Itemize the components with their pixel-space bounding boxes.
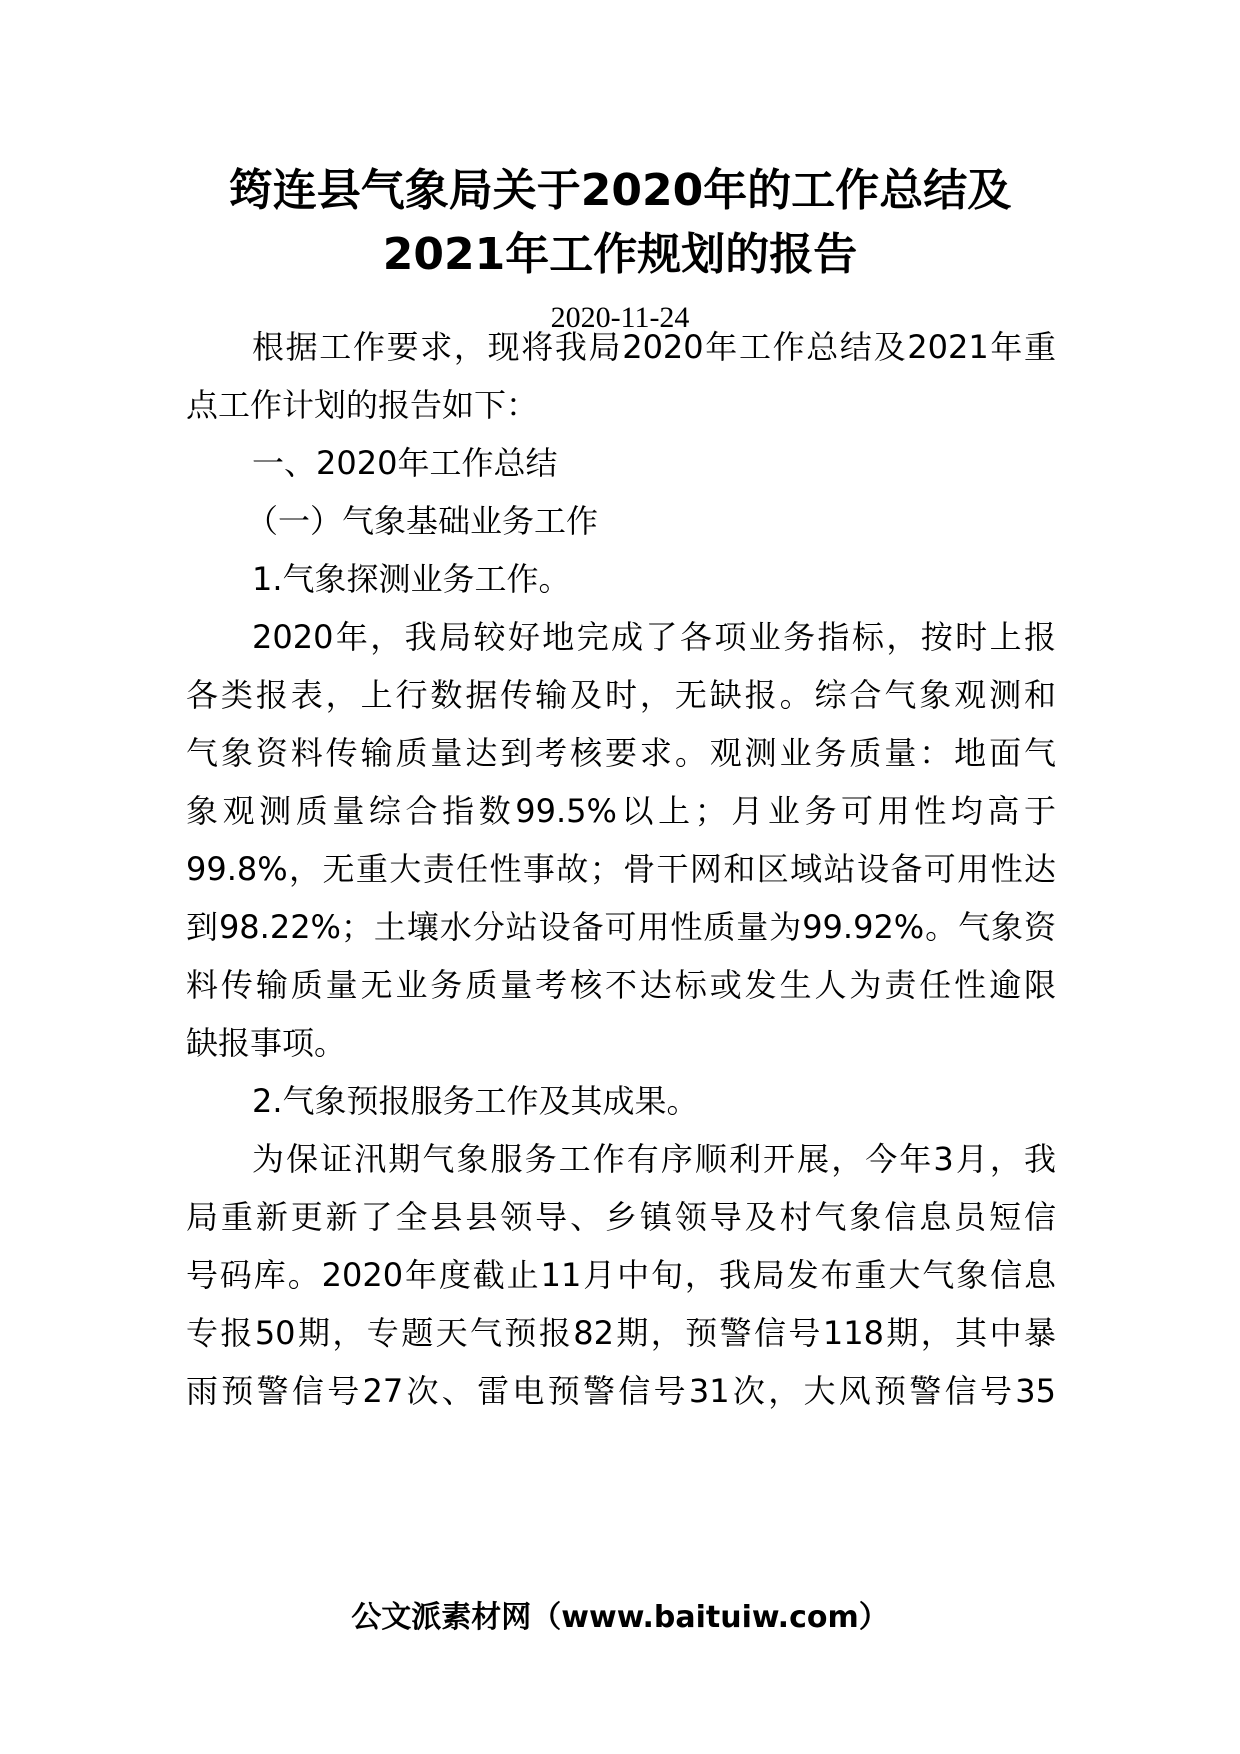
document-title-line-1: 筠连县气象局关于2020年的工作总结及 (228, 165, 1012, 216)
body-line: 象观测质量综合指数99.5%以上；月业务可用性均高于 (186, 792, 1056, 830)
body-line: 根据工作要求，现将我局2020年工作总结及2021年重 (252, 328, 1056, 366)
section-heading: 一、2020年工作总结 (252, 444, 558, 482)
subsection-heading: （一）气象基础业务工作 (246, 502, 599, 540)
body-line: 为保证汛期气象服务工作有序顺利开展，今年3月，我 (252, 1140, 1056, 1178)
body-line: 缺报事项。 (186, 1024, 347, 1062)
body-line: 雨预警信号27次、雷电预警信号31次，大风预警信号35 (186, 1372, 1056, 1410)
body-line: 专报50期，专题天气预报82期，预警信号118期，其中暴 (186, 1314, 1056, 1352)
document-title-line-2: 2021年工作规划的报告 (382, 229, 858, 280)
document-date: 2020-11-24 (550, 301, 690, 334)
body-line: 99.8%，无重大责任性事故；骨干网和区域站设备可用性达 (186, 850, 1056, 888)
body-line: 气象资料传输质量达到考核要求。观测业务质量：地面气 (186, 734, 1056, 772)
body-line: 各类报表，上行数据传输及时，无缺报。综合气象观测和 (186, 676, 1056, 714)
body-line: 到98.22%；土壤水分站设备可用性质量为99.92%。气象资 (186, 908, 1056, 946)
body-line: 2020年，我局较好地完成了各项业务指标，按时上报 (252, 618, 1056, 656)
item-heading: 2.气象预报服务工作及其成果。 (252, 1082, 699, 1120)
body-line: 号码库。2020年度截止11月中旬，我局发布重大气象信息 (186, 1256, 1056, 1294)
body-line: 料传输质量无业务质量考核不达标或发生人为责任性逾限 (186, 966, 1056, 1004)
footer-source: 公文派素材网（www.baituiw.com） (351, 1600, 889, 1635)
item-heading: 1.气象探测业务工作。 (252, 560, 571, 598)
body-line: 点工作计划的报告如下： (186, 386, 539, 424)
body-line: 局重新更新了全县县领导、乡镇领导及村气象信息员短信 (186, 1198, 1056, 1236)
